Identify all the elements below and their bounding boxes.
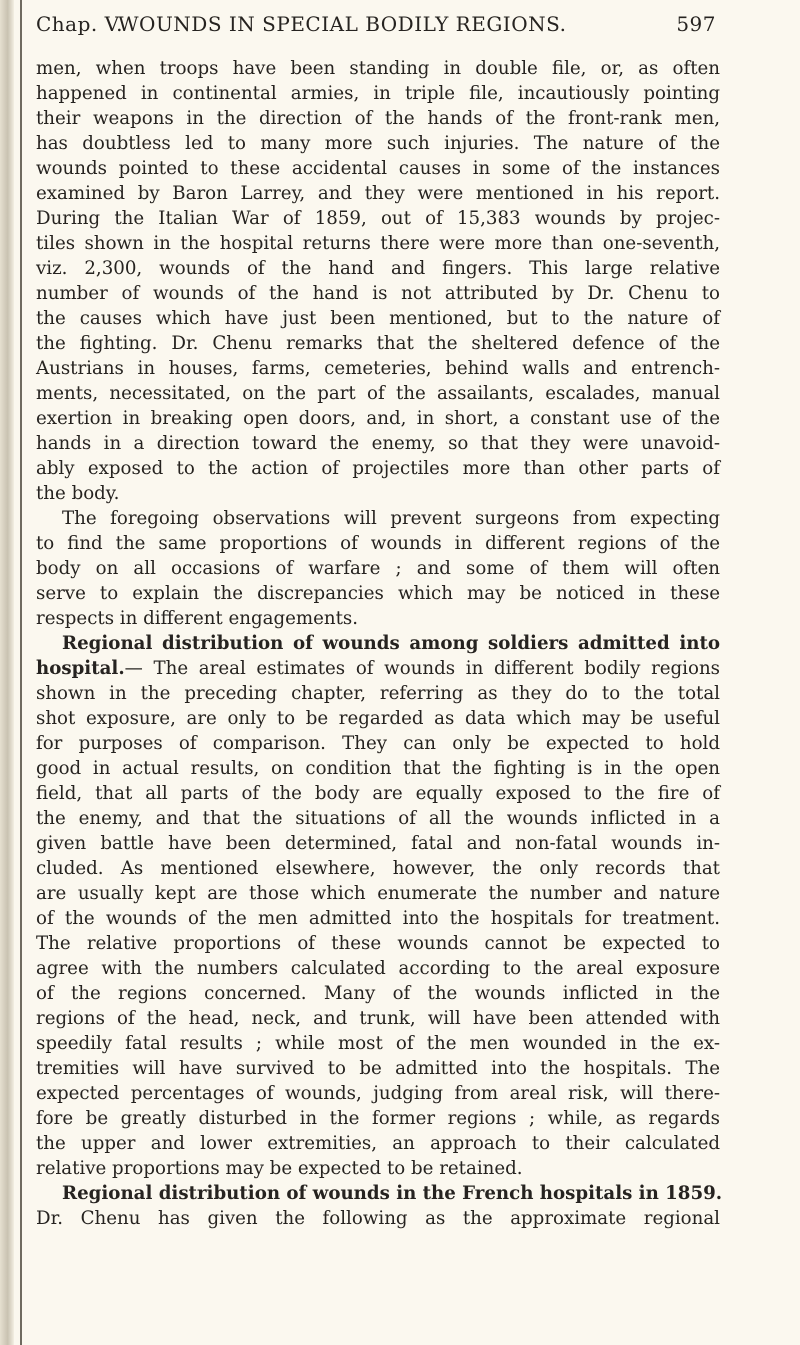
text-line: of the wounds of the men admitted into the hospitals for treatment. [36,908,720,929]
paragraph-1 [24,56,720,506]
text-line: given battle have been determined, fatal and non-fatal wounds in- [36,833,720,854]
section-hospital-admissions [24,631,720,1181]
text-line: number of wounds of the hand is not attributed by Dr. Chenu to [36,283,720,304]
text-line: exertion in breaking open doors, and, in short, a constant use of the [36,408,720,429]
chapter-label: Chap. V. [36,12,123,36]
section-heading-continued: hospital. [36,658,125,679]
text-line: respects in different engagements. [36,608,359,629]
text-line: field, that all parts of the body are equally exposed to the fire of [36,783,720,804]
text-line: hands in a direction toward the enemy, so that they were unavoid- [36,433,720,454]
text-line: the fighting. Dr. Chenu remarks that the sheltered defence of the [36,333,720,354]
text-line: the causes which have just been mentioned, but to the nature of [36,308,720,329]
text-line: serve to explain the discrepancies which may be noticed in these [36,583,720,604]
page-number: 597 [676,12,716,36]
text-line: happened in continental armies, in triple file, incautiously pointing [36,83,720,104]
text-line: During the Italian War of 1859, out of 15,383 wounds by projec- [36,208,720,229]
text-line: body on all occasions of warfare ; and some of them will often [36,558,720,579]
text-line: has doubtless led to many more such injuries. The nature of the [36,133,720,154]
text-line: regions of the head, neck, and trunk, will have been attended with [36,1008,720,1029]
text-line: The relative proportions of these wounds cannot be expected to [36,933,720,954]
text-line: for purposes of comparison. They can only be expected to hold [36,733,720,754]
text-line: cluded. As mentioned elsewhere, however, the only records that [36,858,720,879]
text-line: shot exposure, are only to be regarded as data which may be useful [36,708,720,729]
text-line: relative proportions may be expected to be retained. [36,1158,523,1179]
text-line: the body. [36,483,120,504]
book-spine-shadow [0,0,14,1345]
text-line: tremities will have survived to be admitted into the hospitals. The [36,1058,720,1079]
text-line: the enemy, and that the situations of all the wounds inflicted in a [36,808,720,829]
text-line: agree with the numbers calculated according to the areal exposure [36,958,720,979]
text-line: to find the same proportions of wounds in different regions of the [36,533,720,554]
text-line: men, when troops have been standing in double file, or, as often [36,58,720,79]
text-line: fore be greatly disturbed in the former regions ; while, as regards [36,1108,720,1129]
running-header [24,8,720,48]
text-line: ments, necessitated, on the part of the assailants, escalades, manual [36,383,720,404]
text-line: shown in the preceding chapter, referring as they do to the total [36,683,720,704]
paragraph-2 [24,506,720,631]
text-line: the upper and lower extremities, an approach to their calculated [36,1133,720,1154]
text-line: The foregoing observations will prevent surgeons from expecting [62,508,720,529]
text-line: tiles shown in the hospital returns there were more than one-seventh, [36,233,720,254]
text-line: expected percentages of wounds, judging from areal risk, will there- [36,1083,720,1104]
body-text [24,56,723,1231]
text-line: viz. 2,300, wounds of the hand and fingers. This large relative [36,258,720,279]
text-line: good in actual results, on condition that the fighting is in the open [36,758,720,779]
text-line: examined by Baron Larrey, and they were mentioned in his report. [36,183,720,204]
section-heading: Regional distribution of wounds in the French hospitals in 1859. [62,1183,723,1204]
text-line [24,656,720,681]
text-line: Dr. Chenu has given the following as the approximate regional [36,1208,720,1229]
text-line: their weapons in the direction of the hands of the front-rank men, [36,108,720,129]
text-line: ably exposed to the action of projectiles more than other parts of [36,458,720,479]
text-line: of the regions concerned. Many of the wounds inflicted in the [36,983,720,1004]
section-french-hospitals [24,1181,723,1231]
text-line: Austrians in houses, farms, cemeteries, behind walls and entrench- [36,358,720,379]
running-title: WOUNDS IN SPECIAL BODILY REGIONS. [118,12,567,36]
text-line: speedily fatal results ; while most of the men wounded in the ex- [36,1033,720,1054]
text-fragment: — The areal estimates of wounds in different bodily regions [124,658,720,679]
text-line: are usually kept are those which enumerate the number and nature [36,883,720,904]
section-heading: Regional distribution of wounds among soldiers admitted into [62,633,720,654]
page-edge-line [20,0,22,1345]
text-line: wounds pointed to these accidental causes in some of the instances [36,158,720,179]
book-page [24,8,723,1231]
